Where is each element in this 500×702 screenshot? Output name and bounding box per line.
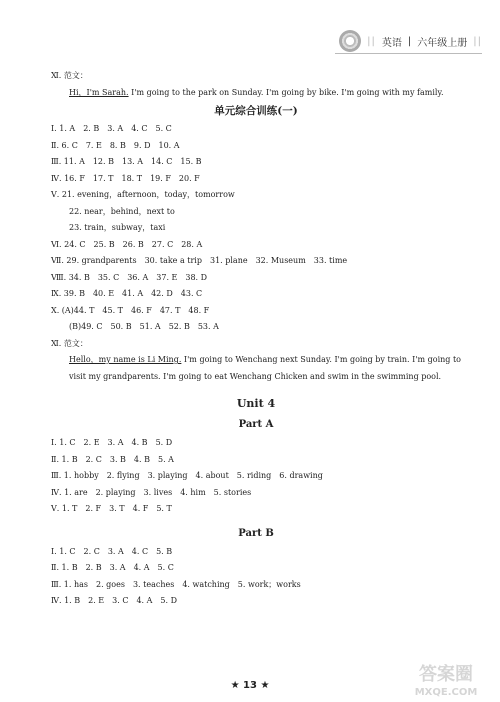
review-indent-line: 23. train，subway，taxi — [69, 223, 166, 232]
review-line: Ⅵ. 24. C 25. B 26. B 27. C 28. A — [51, 239, 203, 249]
section1-essay — [51, 85, 461, 102]
watermark-logo — [399, 660, 494, 700]
part-a-line: Ⅲ. 1. hobby 2. flying 3. playing 4. about 5. riding 6. drawing — [51, 471, 323, 480]
part-b-line: Ⅱ. 1. B 2. B 3. A 4. A 5. C — [51, 563, 174, 572]
review-line: Ⅷ. 34. B 35. C 36. A 37. E 38. D — [51, 272, 208, 282]
review-line: Ⅲ. 11. A 12. B 13. A 14. C 15. B — [51, 157, 202, 166]
review-indent-line: 22. near，behind，next to — [69, 206, 175, 216]
unit-review-title: 单元综合训练(一) — [214, 105, 298, 117]
answer-content — [51, 68, 461, 610]
section2-text: I'm going to Wenchang next Sunday. I'm going by train. I'm going to visit my grandparents. I'm going to eat Wenchang Chicken and swim in the swimming pool. — [69, 355, 462, 381]
page-header — [339, 29, 482, 53]
header-rule — [335, 53, 482, 54]
star-left-icon: ★ — [230, 680, 240, 691]
section2-label: Ⅺ. 范文： — [51, 338, 88, 348]
section1-underlined: Hi，I'm Sarah. — [69, 87, 129, 97]
part-b-line: Ⅳ. 1. B 2. E 3. C 4. A 5. D — [51, 596, 177, 605]
part-a-line: Ⅰ. 1. C 2. E 3. A 4. B 5. D — [51, 438, 173, 447]
section1-label: Ⅺ. 范文： — [51, 71, 88, 80]
watermark-text: 答案圈 — [419, 664, 473, 685]
part-b-line: Ⅲ. 1. has 2. goes 3. teaches 4. watching 5. work；works — [51, 579, 301, 589]
part-a-line: Ⅳ. 1. are 2. playing 3. lives 4. him 5. stories — [51, 487, 252, 497]
review-line: Ⅱ. 6. C 7. E 8. B 9. D 10. A — [51, 140, 180, 150]
review-line: Ⅳ. 16. F 17. T 18. T 19. F 20. F — [51, 173, 200, 183]
star-right-icon: ★ — [260, 680, 270, 691]
part-a-line: Ⅴ. 1. T 2. F 3. T 4. F 5. T — [51, 504, 172, 513]
header-grade: 六年级上册 — [417, 37, 468, 49]
unit4-title: Unit 4 — [236, 397, 276, 410]
review-line: Ⅴ. 21. evening，afternoon，today，tomorrow — [51, 190, 235, 199]
header-subject: 英语 — [381, 37, 402, 49]
header-separator: | — [407, 35, 412, 47]
gear-logo-icon — [339, 30, 361, 52]
part-a-line: Ⅱ. 1. B 2. C 3. B 4. B 5. A — [51, 454, 174, 464]
page-number: 13 — [243, 680, 257, 691]
header-bars-left: || — [367, 35, 376, 47]
review-line: Ⅹ. (A)44. T 45. T 46. F 47. T 48. F — [51, 305, 210, 315]
part-b-line: Ⅰ. 1. C 2. C 3. A 4. C 5. B — [51, 546, 173, 556]
part-a-title: Part A — [238, 419, 274, 430]
review-line: Ⅶ. 29. grandparents 30. take a trip 31. plane 32. Museum 33. time — [51, 256, 348, 265]
review-line: Ⅸ. 39. B 40. E 41. A 42. D 43. C — [51, 289, 203, 298]
part-b-title: Part B — [238, 527, 274, 539]
section2-essay — [51, 352, 461, 385]
review-line-b: (B)49. C 50. B 51. A 52. B 53. A — [69, 322, 219, 331]
review-line: Ⅰ. 1. A 2. B 3. A 4. C 5. C — [51, 124, 172, 133]
section2-underlined: Hello，my name is Li Ming. — [69, 355, 182, 364]
watermark-domain: MXQE.COM — [414, 687, 478, 698]
header-bars-right: || — [473, 35, 482, 47]
section1-text: I'm going to the park on Sunday. I'm going by bike. I'm going with my family. — [128, 87, 444, 97]
